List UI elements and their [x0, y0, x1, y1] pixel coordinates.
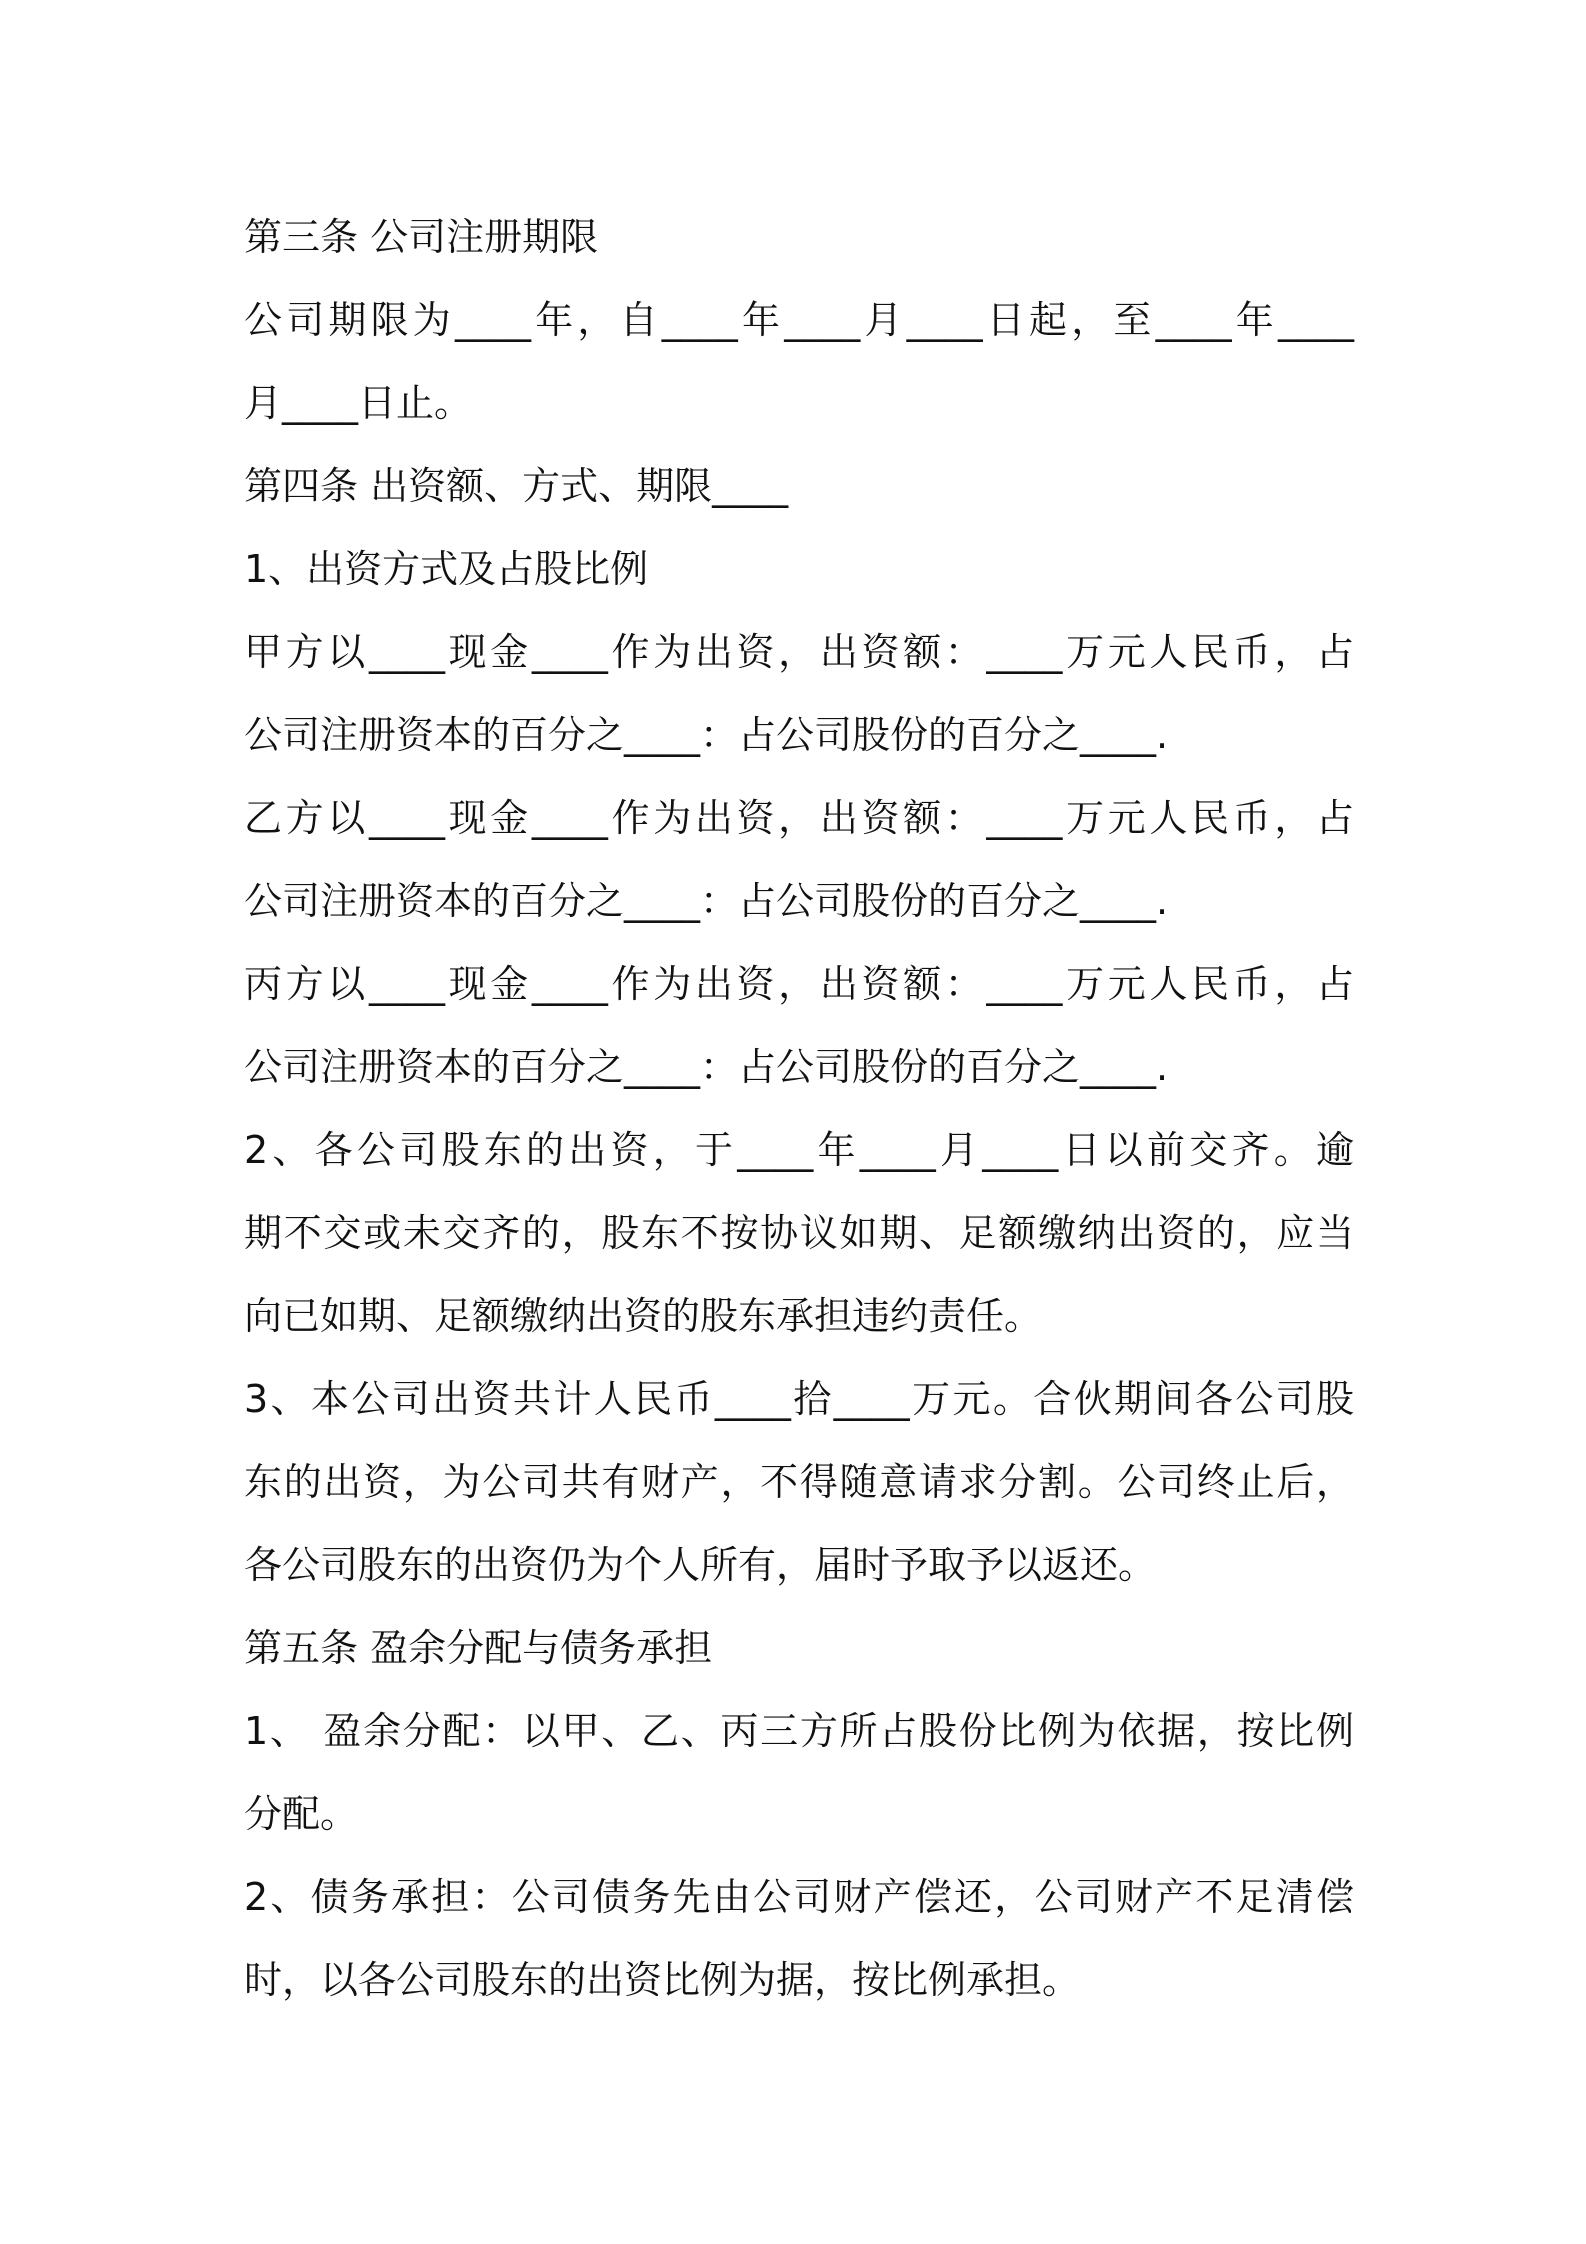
party-a-line-1: 甲方以____现金____作为出资，出资额：____万元人民币，占	[244, 630, 1354, 674]
clause-4-2-line-1: 2、各公司股东的出资，于____年____月____日以前交齐。逾	[244, 1128, 1354, 1172]
clause-4-1-heading: 1、出资方式及占股比例	[244, 547, 649, 591]
party-c-line-2: 公司注册资本的百分之____：占公司股份的百分之____.	[244, 1045, 1169, 1089]
party-a-line-2: 公司注册资本的百分之____：占公司股份的百分之____.	[244, 713, 1169, 757]
clause-5-1-line-1: 1、 盈余分配：以甲、乙、丙三方所占股份比例为依据，按比例	[244, 1709, 1354, 1753]
article-3-heading: 第三条 公司注册期限	[244, 215, 599, 259]
clause-4-2-line-3: 向已如期、足额缴纳出资的股东承担违约责任。	[244, 1294, 1043, 1338]
party-b-line-2: 公司注册资本的百分之____：占公司股份的百分之____.	[244, 879, 1169, 923]
article-3-text-line-2: 月____日止。	[244, 381, 473, 425]
article-5-heading: 第五条 盈余分配与债务承担	[244, 1626, 713, 1670]
article-4-heading: 第四条 出资额、方式、期限____	[244, 464, 789, 508]
clause-4-3-line-3: 各公司股东的出资仍为个人所有，届时予取予以返还。	[244, 1543, 1157, 1587]
party-b-line-1: 乙方以____现金____作为出资，出资额：____万元人民币，占	[244, 796, 1354, 840]
clause-5-1-line-2: 分配。	[244, 1792, 359, 1836]
article-3-text-line-1: 公司期限为____年，自____年____月____日起，至____年____	[244, 298, 1354, 342]
clause-4-3-line-2: 东的出资，为公司共有财产，不得随意请求分割。公司终止后，	[244, 1460, 1354, 1504]
document-body	[244, 196, 1354, 2022]
clause-5-2-line-1: 2、债务承担：公司债务先由公司财产偿还，公司财产不足清偿	[244, 1875, 1354, 1919]
clause-4-2-line-2: 期不交或未交齐的，股东不按协议如期、足额缴纳出资的，应当	[244, 1211, 1354, 1255]
clause-4-3-line-1: 3、本公司出资共计人民币____拾____万元。合伙期间各公司股	[244, 1377, 1354, 1421]
party-c-line-1: 丙方以____现金____作为出资，出资额：____万元人民币，占	[244, 962, 1354, 1006]
clause-5-2-line-2: 时，以各公司股东的出资比例为据，按比例承担。	[244, 1958, 1081, 2002]
